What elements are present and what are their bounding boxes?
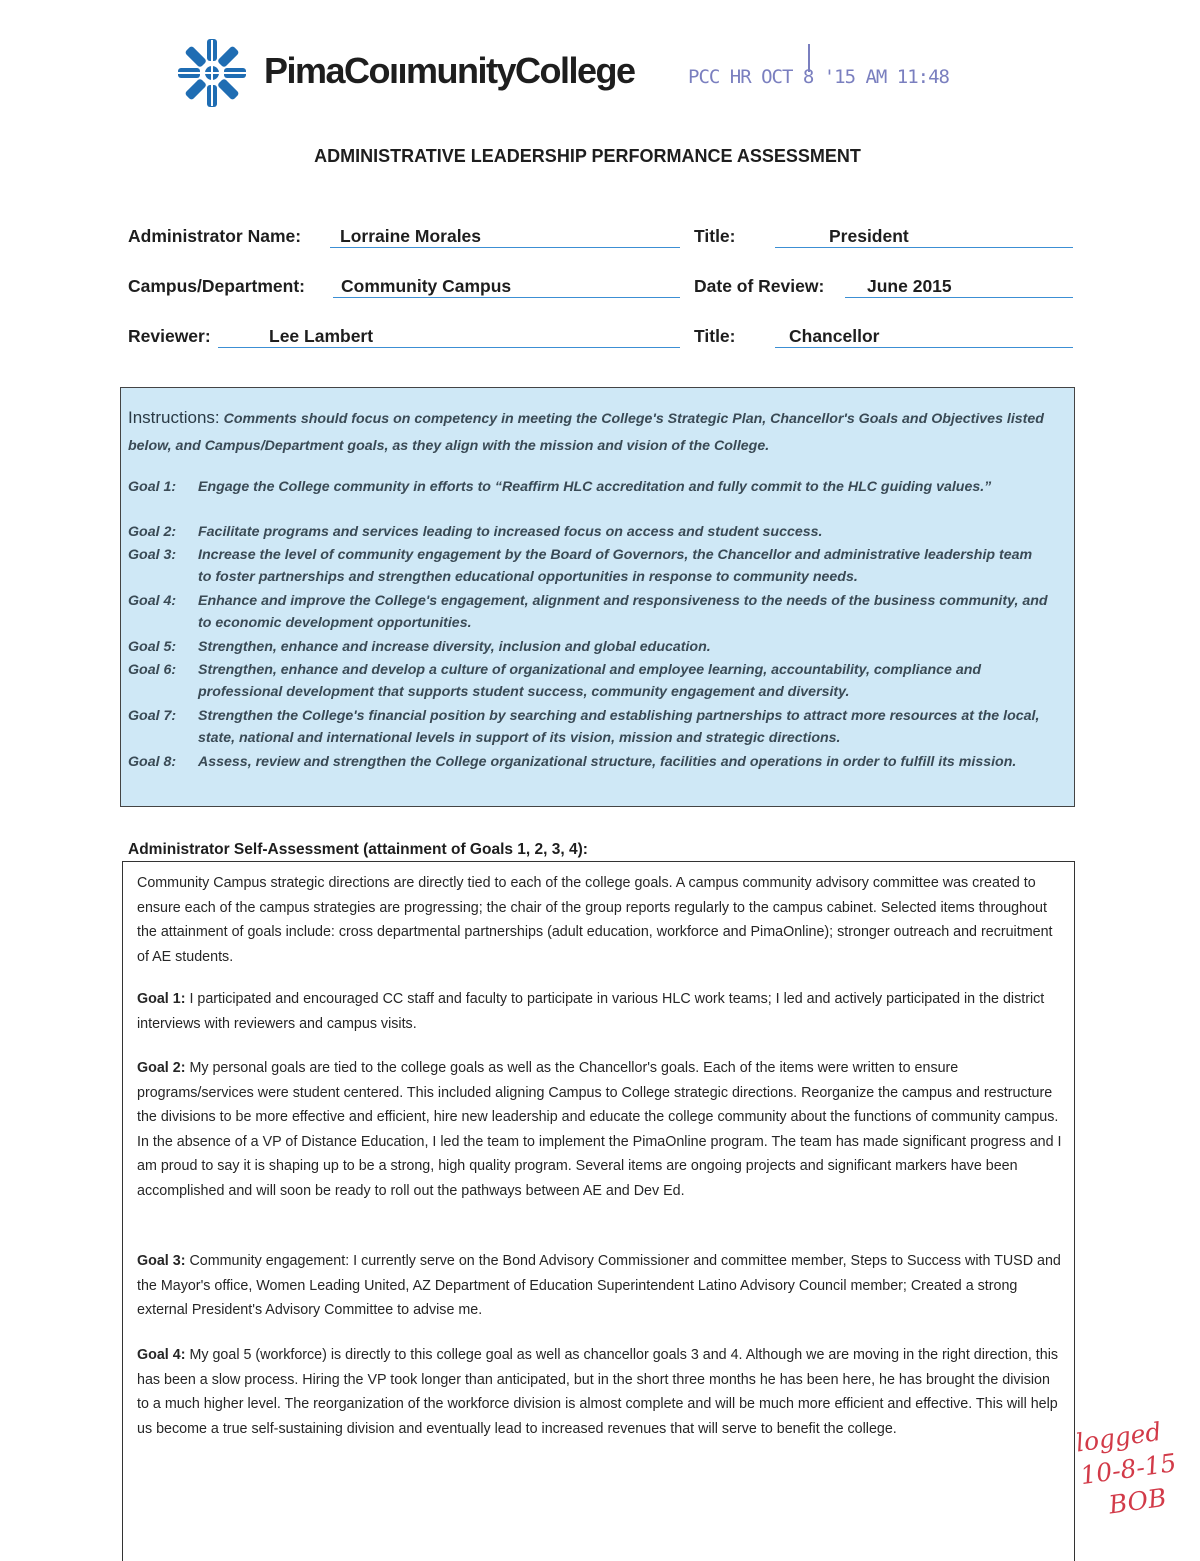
goal-number: Goal 7: [128,708,177,724]
goal-text: Increase the level of community engagement by the Board of Governors, the Chancellor and administrative leadership team to foster partnerships and strengthen educational opportunities in response to community needs. [198,547,1033,585]
goal-4-paragraph [137,1343,1065,1441]
goal-2-paragraph [137,1056,1065,1203]
reviewer-value: Lee Lambert [218,326,680,348]
title-label: Title: [694,226,736,246]
goal-number: Goal 3: [128,547,177,563]
instructions-heading: Instructions: [128,408,220,427]
handwritten-line: BOB [1106,1482,1169,1520]
goal-item [128,637,1048,659]
review-date-value: June 2015 [845,276,1073,298]
goal-1-paragraph [137,987,1065,1036]
goal-text: Facilitate programs and services leading to increased focus on access and student success. [198,524,823,540]
goal-number: Goal 4: [128,593,177,609]
goal-label: Goal 4: [137,1347,186,1363]
goal-text: Strengthen, enhance and increase diversity, inclusion and global education. [198,639,711,655]
goal-label: Goal 3: [137,1253,186,1269]
goal-text: Engage the College community in efforts to “Reaffirm HLC accreditation and fully commit to the HLC guiding values.” [198,479,992,495]
goal-response: My goal 5 (workforce) is directly to this college goal as well as chancellor goals 3 and 4. Although we are moving in the right direction, this has been a slow process. Hiring the VP took longer than anticipated, but in the short three months he has been here, he has brought the division to a much higher level. The reorganization of the workforce division is almost complete and will be much more efficient and effective. This will help us become a true self-sustaining division and eventually lead to increased revenues that will serve to benefit the college. [137,1347,1059,1437]
self-assessment-intro: Community Campus strategic directions are directly tied to each of the college goals. A campus community advisory committee was created to ensure each of the campus strategies are progressing; the chair of the group reports regularly to the campus cabinet. Selected items throughout the attainment of goals include: cross departmental partnerships (adult education, workforce and PimaOnline); stronger outreach and recruitment of AE students. [137,875,1053,965]
title-value: President [775,226,1073,248]
college-logo-icon [174,38,250,108]
instructions-body: Comments should focus on competency in meeting the College's Strategic Plan, Chancellor's Goals and Objectives listed below, and Campus/Department goals, as they align with the mission and vision of the College. [128,411,1044,454]
admin-name-value: Lorraine Morales [330,226,680,248]
received-stamp: PCC HR OCT 8 '15 AM 11:48 [688,66,949,88]
campus-label: Campus/Department: [128,276,305,296]
handwritten-line: logged [1073,1416,1164,1458]
reviewer-label: Reviewer: [128,326,211,346]
goal-text: Enhance and improve the College's engagement, alignment and responsiveness to the needs of the business community, and to economic development opportunities. [198,593,1048,631]
goal-text: Assess, review and strengthen the College organizational structure, facilities and operations in order to fulfill its mission. [198,754,1017,770]
goal-item [128,522,1048,544]
goal-item [128,660,1048,703]
goal-text: Strengthen the College's financial position by searching and establishing partnerships to attract more resources at the local, state, national and international levels in support of its vision, mission and strategic directions. [198,708,1040,746]
goal-item [128,706,1048,749]
document-title: ADMINISTRATIVE LEADERSHIP PERFORMANCE ASSESSMENT [314,146,861,166]
goal-item [128,545,1048,588]
review-date-label: Date of Review: [694,276,825,296]
goal-response: Community engagement: I currently serve on the Bond Advisory Commissioner and committee member, Steps to Success with TUSD and the Mayor's office, Women Leading United, AZ Department of Education Superintendent Latino Advisory Council member; Created a strong external President's Advisory Committee to advise me. [137,1253,1061,1318]
goal-3-paragraph [137,1249,1065,1323]
self-assessment-heading: Administrator Self-Assessment (attainment of Goals 1, 2, 3, 4): [128,841,588,858]
goal-number: Goal 5: [128,639,177,655]
goal-number: Goal 2: [128,524,177,540]
goal-item [128,477,1048,499]
goal-number: Goal 1: [128,479,177,495]
goal-number: Goal 6: [128,662,177,678]
campus-value: Community Campus [333,276,680,298]
goal-text: Strengthen, enhance and develop a culture of organizational and employee learning, accountability, compliance and professional development that supports student success, community engagement and diversity. [198,662,982,700]
reviewer-title-label: Title: [694,326,736,346]
goal-item [128,752,1048,774]
goal-label: Goal 1: [137,991,186,1007]
instructions-text [128,404,1048,460]
goal-number: Goal 8: [128,754,177,770]
handwritten-note [1074,1410,1200,1525]
goal-response: My personal goals are tied to the college goals as well as the Chancellor's goals. Each of the items were written to ensure programs/services were student centered. This included aligning Campus to College strategic directions. Reorganize the campus and restructure the divisions to be more effective and efficient, hire new leadership and educate the college community about the functions of community campus. In the absence of a VP of Distance Education, I led the team to implement the PimaOnline program. The team has made significant progress and I am proud to say it is shaping up to be a strong, high quality program. Several items are ongoing projects and significant markers have been accomplished and will soon be ready to roll out the pathways between AE and Dev Ed. [137,1060,1062,1199]
goal-label: Goal 2: [137,1060,186,1076]
reviewer-title-value: Chancellor [775,326,1073,348]
goal-response: I participated and encouraged CC staff and faculty to participate in various HLC work teams; I led and actively participated in the district interviews with reviewers and campus visits. [137,991,1045,1032]
admin-name-label: Administrator Name: [128,226,302,246]
handwritten-line: 10-8-15 [1078,1448,1179,1491]
college-name: PimaCoıımunityCollege [264,50,635,91]
goal-item [128,591,1048,634]
